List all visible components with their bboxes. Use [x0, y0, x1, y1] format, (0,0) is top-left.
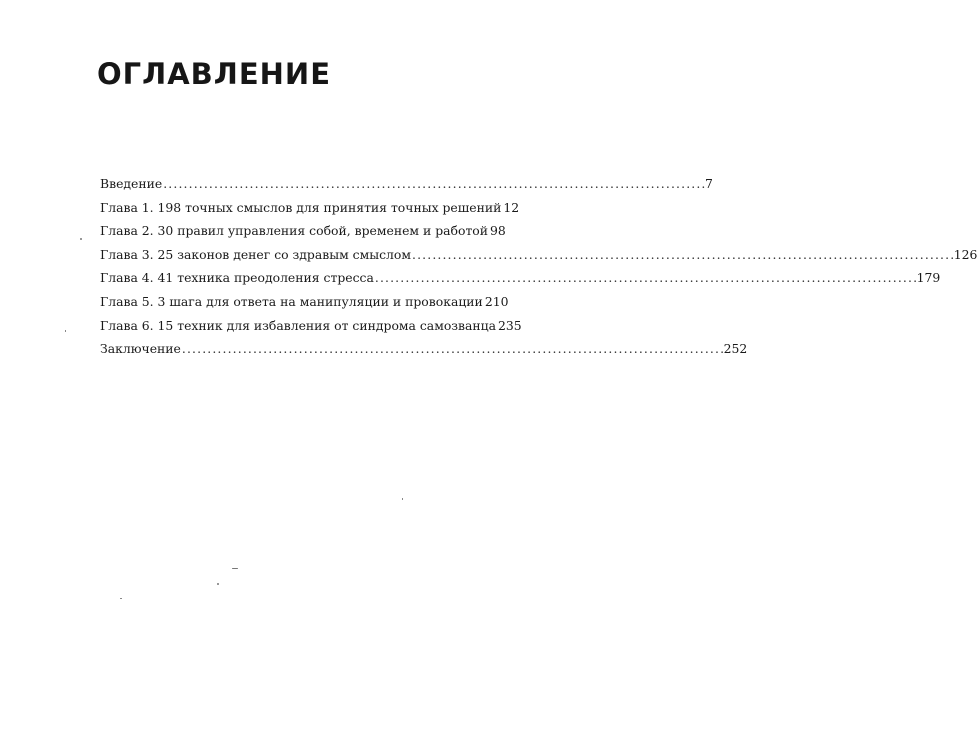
toc-entry-page: 235 [498, 317, 522, 333]
toc-entry-page: 126 [953, 246, 977, 262]
dot-leader [163, 176, 704, 191]
toc-entry-chapter-6[interactable] [100, 317, 522, 342]
scan-speck [80, 238, 82, 240]
toc-entry-page: 12 [503, 199, 520, 215]
toc-entry-chapter-2[interactable] [100, 223, 506, 247]
toc-entry-title: Глава 5. 3 шага для ответа на манипуляции и провокации [100, 293, 483, 309]
table-of-contents [100, 176, 977, 365]
dot-leader [412, 247, 953, 262]
scan-speck [217, 583, 219, 585]
dot-leader [375, 270, 916, 285]
toc-entry-chapter-1[interactable] [100, 199, 520, 224]
toc-entry-chapter-4[interactable] [100, 270, 941, 294]
scan-speck [120, 598, 122, 599]
toc-entry-page: 7 [704, 176, 713, 191]
toc-entry-introduction[interactable] [100, 176, 713, 200]
toc-entry-title: Глава 2. 30 правил управления собой, временем и работой [100, 223, 489, 239]
scan-speck [402, 498, 403, 500]
toc-entry-conclusion[interactable] [100, 341, 748, 365]
toc-entry-title: Глава 6. 15 техник для избавления от синдрома самозванца [100, 317, 497, 333]
scan-speck [65, 330, 66, 332]
dot-leader [182, 341, 723, 356]
toc-entry-page: 179 [916, 270, 941, 286]
toc-entry-title: Глава 1. 198 точных смыслов для принятия точных решений [100, 199, 502, 215]
toc-entry-page: 210 [484, 293, 509, 309]
toc-entry-title: Глава 4. 41 техника преодоления стресса [100, 270, 374, 286]
scan-speck [232, 568, 238, 569]
toc-entry-chapter-3[interactable] [100, 246, 977, 271]
toc-entry-title: Заключение [100, 341, 181, 357]
page-title: ОГЛАВЛЕНИЕ [97, 57, 332, 91]
toc-entry-title: Глава 3. 25 законов денег со здравым смыслом [100, 246, 412, 262]
toc-entry-title: Введение [100, 176, 163, 191]
toc-entry-page: 98 [490, 223, 506, 239]
toc-entry-page: 252 [723, 341, 748, 357]
toc-entry-chapter-5[interactable] [100, 293, 509, 318]
